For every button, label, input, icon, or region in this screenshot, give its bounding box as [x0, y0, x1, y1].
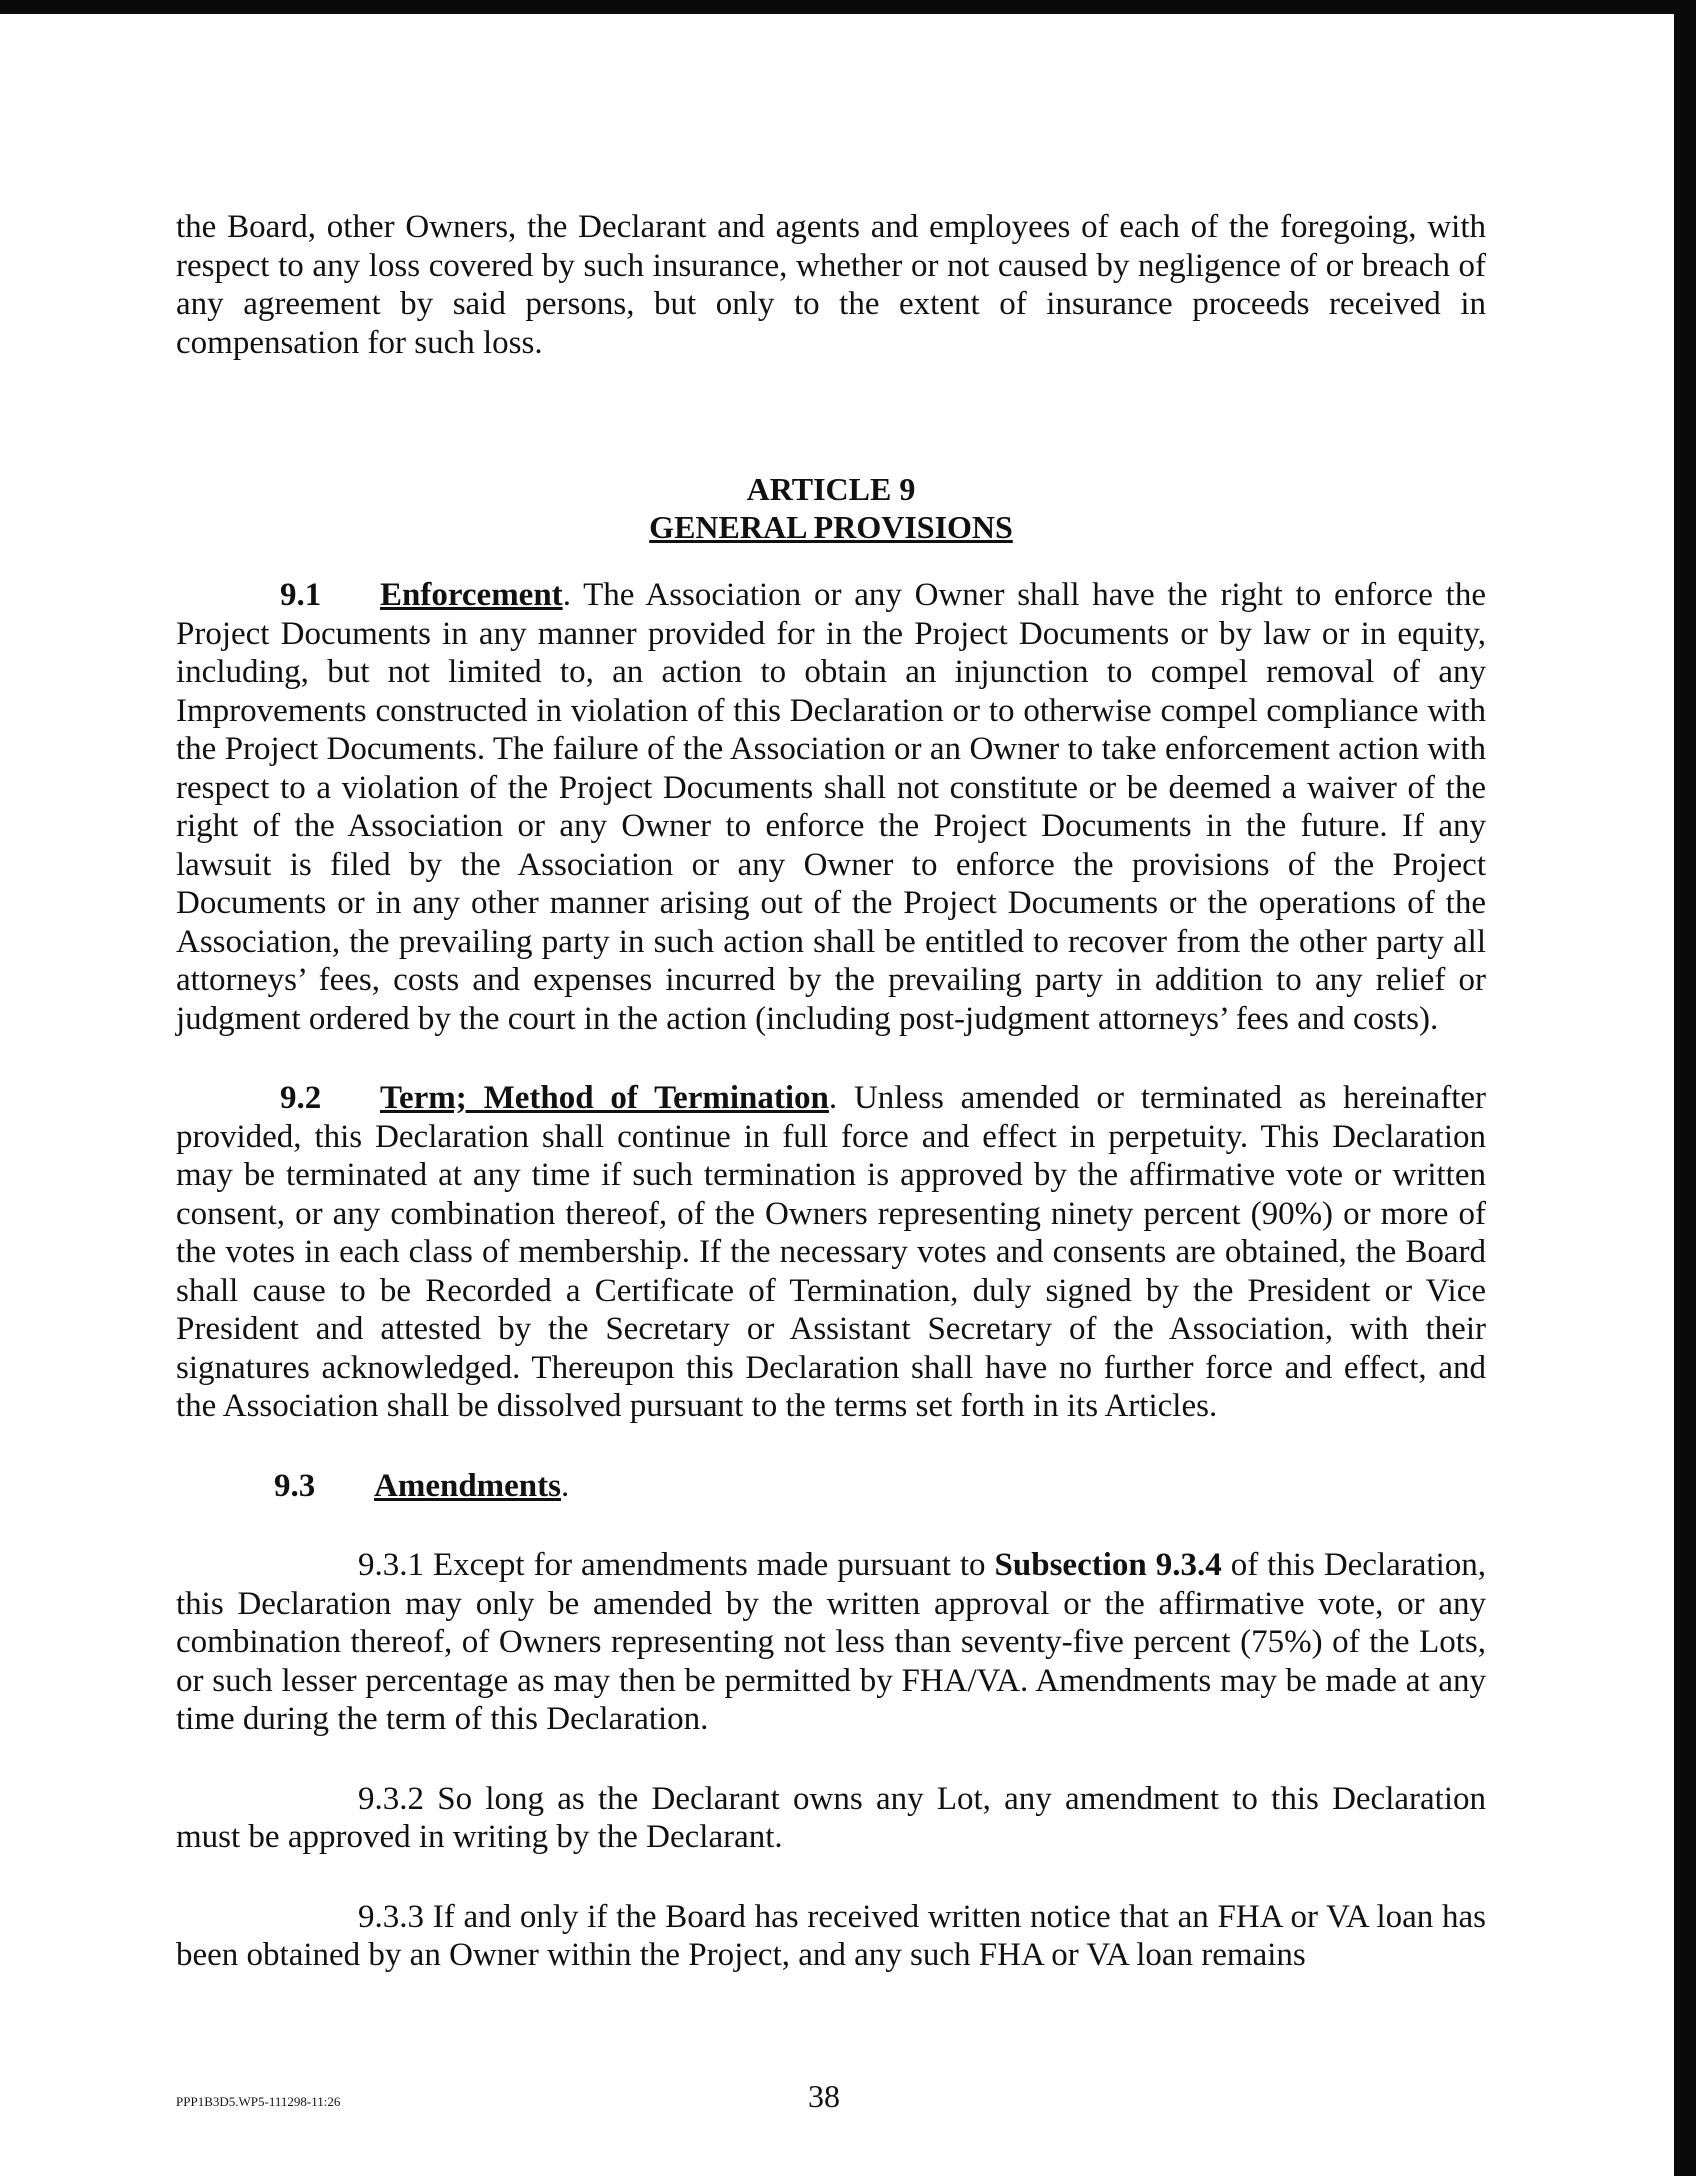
- article-number: ARTICLE 9: [746, 471, 916, 507]
- section-text: . The Association or any Owner shall have the right to enforce the Project Documents in any manner provided for in the Project Documents or by law or in equity, including, but not limited to, an action to obtain an injunction to compel removal of any Improvements constructed in violation of this Declaration or to otherwise compel compliance with the Project Documents. The failure of the Association or an Owner to take enforcement action with respect to a violation of the Project Documents shall not constitute or be deemed a waiver of the right of the Association or any Owner to enforce the Project Documents in the future. If any lawsuit is filed by the Association or any Owner to enforce the provisions of the Project Documents or in any other manner arising out of the Project Documents or the operations of the Association, the prevailing party in such action shall be entitled to recover from the other party all attorneys’ fees, costs and expenses incurred by the prevailing party in addition to any relief or judgment ordered by the court in the action (including post-judgment attorneys’ fees and costs).: [176, 577, 1486, 1037]
- subsection-text-a: 9.3.1 Except for amendments made pursuant to: [358, 1547, 995, 1583]
- section-number: 9.3: [274, 1467, 316, 1504]
- section-9-3-heading: [176, 1467, 1486, 1506]
- page-footer: [176, 2078, 1486, 2118]
- subsection-9-3-2: 9.3.2 So long as the Declarant owns any Lot, any amendment to this Declaration must be approved in writing by the Declarant.: [176, 1780, 1486, 1855]
- subsection-9-3-3: 9.3.3 If and only if the Board has received written notice that an FHA or VA loan has been obtained by an Owner within the Project, and any such FHA or VA loan remains: [176, 1898, 1486, 1973]
- subsection-9-3-1: [176, 1546, 1486, 1739]
- section-title: Amendments: [374, 1467, 561, 1504]
- section-title: Enforcement: [380, 577, 563, 613]
- scan-top-edge: [0, 0, 1696, 14]
- article-heading: [176, 470, 1486, 546]
- subsection-reference: Subsection 9.3.4: [994, 1547, 1222, 1583]
- document-code: PPP1B3D5.WP5-111298-11:26: [176, 2094, 341, 2109]
- section-text: . Unless amended or terminated as hereinafter provided, this Declaration shall continue in full force and effect in perpetuity. This Declaration may be terminated at any time if such termination is approved by the affirmative vote or written consent, or any combination thereof, of the Owners representing ninety percent (90%) or more of the votes in each class of membership. If the necessary votes and consents are obtained, the Board shall cause to be Recorded a Certificate of Termination, duly signed by the President or Vice President and attested by the Secretary or Assistant Secretary of the Association, with their signatures acknowledged. Thereupon this Declaration shall have no further force and effect, and the Association shall be dissolved pursuant to the terms set forth in its Articles.: [176, 1080, 1486, 1424]
- document-page: [176, 208, 1486, 1975]
- subsection-text-b: of this Declaration, this Declaration may only be amended by the written approval or the affirmative vote, or any combination thereof, of Owners representing not less than seventy-five percent (75%) of the Lots, or such lesser percentage as may then be permitted by FHA/VA. Amendments may be made at any time during the term of this Declaration.: [176, 1547, 1486, 1737]
- article-title: GENERAL PROVISIONS: [649, 509, 1013, 545]
- scan-right-edge: [1674, 0, 1696, 2176]
- page-number: 38: [808, 2078, 840, 2114]
- section-number: 9.2: [280, 1080, 322, 1116]
- section-number: 9.1: [280, 577, 322, 613]
- section-title: Term; Method of Termination: [380, 1080, 829, 1116]
- section-9-2: [176, 1079, 1486, 1426]
- continued-paragraph: the Board, other Owners, the Declarant and agents and employees of each of the foregoing, with respect to any loss covered by such insurance, whether or not caused by negligence of or breach of any agreement by said persons, but only to the extent of insurance proceeds received in compensation for such loss.: [176, 209, 1486, 361]
- section-title-period: .: [561, 1467, 570, 1504]
- section-9-1: [176, 576, 1486, 1038]
